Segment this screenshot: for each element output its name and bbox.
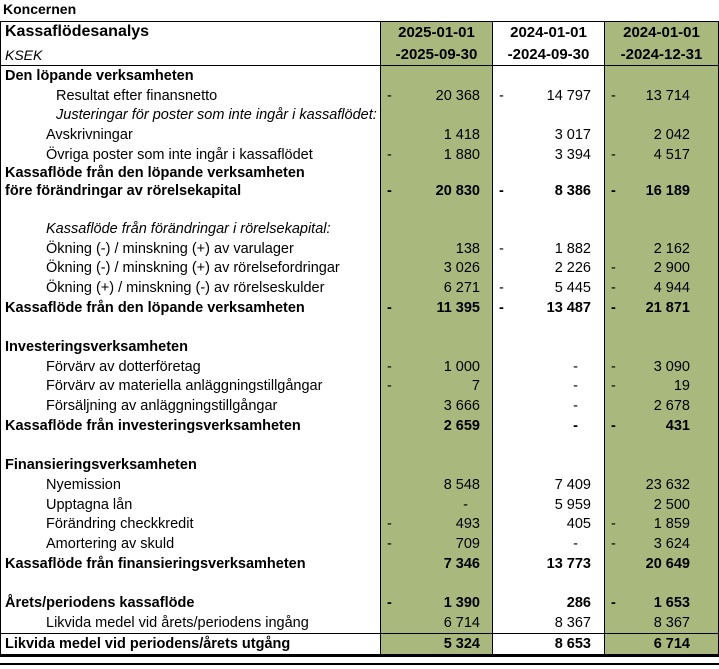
table-row (1, 534, 718, 554)
amount-cell (381, 634, 493, 655)
amount-value: 1 000 (443, 358, 480, 375)
amount-cell (605, 475, 718, 495)
amount-cell (605, 554, 718, 574)
amount-cell (381, 514, 493, 534)
amount-cell (381, 239, 493, 259)
minus-sign: - (499, 182, 504, 199)
amount-cell (605, 219, 718, 239)
amount-cell (493, 436, 605, 456)
row-label: Kassaflöde från den löpande verksamheten (1, 164, 381, 182)
minus-sign: - (611, 516, 616, 533)
amount-value: 4 517 (653, 146, 690, 163)
amount-cell (605, 574, 718, 594)
amount-cell (605, 145, 718, 165)
minus-sign: - (387, 87, 392, 104)
amount-cell (605, 416, 718, 436)
amount-value: 6 714 (653, 635, 690, 652)
amount-value: 13 714 (645, 87, 690, 104)
table-row (1, 514, 718, 534)
minus-sign: - (387, 299, 392, 316)
amount-value: 3 090 (653, 358, 690, 375)
minus-sign: - (499, 240, 504, 257)
amount-value: 3 624 (653, 535, 690, 552)
minus-sign: - (611, 417, 616, 434)
column-header-period-2025 (381, 22, 493, 65)
period-end-date: -2024-12-31 (620, 45, 703, 63)
amount-value: 8 367 (554, 614, 591, 631)
cash-flow-table (0, 21, 719, 657)
amount-cell (381, 125, 493, 145)
amount-value: 1 390 (443, 595, 480, 612)
amount-value: - (573, 535, 578, 552)
minus-sign: - (387, 595, 392, 612)
amount-cell (605, 199, 718, 219)
table-title: Kassaflödesanalys (5, 23, 150, 40)
amount-value: - (573, 398, 578, 415)
amount-cell (605, 377, 718, 397)
amount-value: 6 271 (443, 280, 480, 297)
row-label: Resultat efter finansnetto (1, 86, 381, 106)
minus-sign: - (611, 299, 616, 316)
amount-cell (381, 259, 493, 279)
amount-value: 16 189 (645, 182, 690, 199)
table-row (1, 495, 718, 515)
amount-cell (605, 593, 718, 613)
minus-sign: - (611, 595, 616, 612)
amount-cell (493, 199, 605, 219)
minus-sign: - (611, 378, 616, 395)
table-row (1, 259, 718, 279)
minus-sign: - (611, 358, 616, 375)
row-label: Ökning (-) / minskning (+) av rörelsefordringar (1, 259, 381, 279)
amount-cell (493, 125, 605, 145)
table-row (1, 145, 718, 165)
amount-value: 138 (455, 240, 480, 257)
amount-cell (605, 66, 718, 86)
row-label: Likvida medel vid årets/periodens ingång (1, 613, 381, 633)
minus-sign: - (387, 516, 392, 533)
amount-value: 6 714 (443, 614, 480, 631)
amount-cell (605, 125, 718, 145)
row-label: Nyemission (1, 475, 381, 495)
amount-value: 4 944 (653, 280, 690, 297)
table-row (1, 377, 718, 397)
amount-cell (493, 554, 605, 574)
minus-sign: - (387, 146, 392, 163)
amount-cell (381, 105, 493, 125)
amount-value: 3 017 (554, 126, 591, 143)
amount-value: - (573, 358, 578, 375)
minus-sign: - (499, 87, 504, 104)
amount-cell (493, 259, 605, 279)
row-label: Kassaflöde från förändringar i rörelsekapital: (1, 219, 381, 239)
amount-value: 2 226 (554, 260, 591, 277)
amount-cell (493, 66, 605, 86)
amount-cell (381, 145, 493, 165)
table-row (1, 86, 718, 106)
amount-value: 13 487 (546, 299, 591, 316)
row-label: Förändring checkkredit (1, 514, 381, 534)
table-row (1, 298, 718, 318)
amount-cell (493, 318, 605, 338)
amount-cell (605, 318, 718, 338)
table-row (1, 66, 718, 86)
table-row (1, 554, 718, 574)
amount-cell (605, 239, 718, 259)
amount-value: 8 367 (653, 614, 690, 631)
amount-value: 8 386 (554, 182, 591, 199)
amount-cell (605, 337, 718, 357)
amount-cell (381, 337, 493, 357)
row-label: Försäljning av anläggningstillgångar (1, 396, 381, 416)
period-end-date: -2024-09-30 (507, 45, 590, 63)
table-row (1, 593, 718, 613)
amount-value: 2 659 (443, 417, 480, 434)
amount-value: 13 773 (546, 555, 591, 572)
amount-cell (605, 534, 718, 554)
minus-sign: - (611, 260, 616, 277)
minus-sign: - (499, 280, 504, 297)
minus-sign: - (387, 378, 392, 395)
table-row (1, 219, 718, 239)
table-row (1, 436, 718, 456)
amount-cell (381, 455, 493, 475)
amount-cell (493, 337, 605, 357)
amount-cell (381, 613, 493, 633)
amount-cell (605, 514, 718, 534)
row-label: Förvärv av materiella anläggningstillgångar (1, 377, 381, 397)
amount-cell (605, 357, 718, 377)
minus-sign: - (387, 182, 392, 199)
amount-cell (605, 495, 718, 515)
amount-value: 7 (471, 378, 480, 395)
row-label: Årets/periodens kassaflöde (1, 593, 381, 613)
amount-cell (493, 145, 605, 165)
table-row (1, 278, 718, 298)
amount-cell (605, 455, 718, 475)
amount-cell (605, 634, 718, 655)
amount-cell (493, 86, 605, 106)
amount-value: 7 409 (554, 476, 591, 493)
column-header-period-2024-full (605, 22, 718, 65)
column-header-period-2024-q3 (493, 22, 605, 65)
amount-cell (381, 164, 493, 182)
amount-cell (381, 357, 493, 377)
table-row (1, 182, 718, 200)
row-label: Finansieringsverksamheten (1, 455, 381, 475)
table-bottom-rule (0, 663, 719, 665)
period-start-date: 2025-01-01 (398, 24, 475, 42)
amount-value: 11 395 (436, 299, 480, 316)
amount-cell (605, 613, 718, 633)
table-row (1, 633, 718, 655)
amount-value: 7 346 (443, 555, 480, 572)
row-label: Förvärv av dotterföretag (1, 357, 381, 377)
amount-cell (605, 182, 718, 200)
amount-cell (493, 396, 605, 416)
amount-cell (381, 377, 493, 397)
amount-value: - (573, 417, 578, 434)
amount-cell (381, 396, 493, 416)
row-label: Kassaflöde från den löpande verksamheten (1, 298, 381, 318)
row-label: Kassaflöde från investeringsverksamheten (1, 416, 381, 436)
amount-cell (605, 164, 718, 182)
row-label: Likvida medel vid periodens/årets utgång (1, 634, 381, 655)
row-label: Den löpande verksamheten (1, 66, 381, 86)
amount-value: 20 649 (645, 555, 690, 572)
amount-value: 5 959 (554, 496, 591, 513)
amount-cell (605, 86, 718, 106)
amount-value: 20 368 (435, 87, 480, 104)
row-label: före förändringar av rörelsekapital (1, 182, 381, 200)
amount-value: 493 (455, 516, 480, 533)
amount-cell (381, 416, 493, 436)
amount-value: 2 900 (653, 260, 690, 277)
amount-cell (381, 554, 493, 574)
amount-cell (381, 534, 493, 554)
amount-value: 1 859 (653, 516, 690, 533)
amount-cell (605, 436, 718, 456)
amount-cell (605, 298, 718, 318)
amount-cell (381, 593, 493, 613)
amount-value: 5 324 (443, 635, 480, 652)
amount-cell (493, 219, 605, 239)
period-end-date: -2025-09-30 (395, 45, 478, 63)
amount-cell (381, 298, 493, 318)
amount-cell (493, 164, 605, 182)
table-row (1, 396, 718, 416)
row-label: Kassaflöde från finansieringsverksamheten (1, 554, 381, 574)
page-title: Koncernen (3, 1, 77, 17)
amount-value: 5 445 (554, 280, 591, 297)
amount-cell (493, 634, 605, 655)
amount-value: 286 (566, 595, 591, 612)
row-label: Ökning (-) / minskning (+) av varulager (1, 239, 381, 259)
amount-cell (493, 416, 605, 436)
table-row (1, 455, 718, 475)
table-row (1, 164, 718, 182)
minus-sign: - (611, 535, 616, 552)
amount-value: - (463, 496, 468, 513)
amount-value: 431 (665, 417, 690, 434)
row-label: Amortering av skuld (1, 534, 381, 554)
amount-cell (381, 278, 493, 298)
minus-sign: - (387, 535, 392, 552)
period-start-date: 2024-01-01 (510, 24, 587, 42)
table-header-label-cell (1, 22, 381, 65)
amount-value: 405 (566, 516, 591, 533)
table-row (1, 357, 718, 377)
row-label (1, 199, 381, 219)
amount-cell (381, 475, 493, 495)
amount-cell (493, 357, 605, 377)
amount-cell (381, 318, 493, 338)
amount-value: 3 026 (443, 260, 480, 277)
table-header-row (1, 22, 718, 66)
amount-cell (493, 455, 605, 475)
amount-value: 709 (455, 535, 480, 552)
row-label: Upptagna lån (1, 495, 381, 515)
amount-cell (493, 495, 605, 515)
minus-sign: - (611, 182, 616, 199)
amount-cell (493, 613, 605, 633)
amount-value: 1 880 (443, 146, 480, 163)
row-label: Justeringar för poster som inte ingår i kassaflödet: (1, 105, 381, 125)
amount-value: 19 (673, 378, 690, 395)
amount-value: 3 394 (554, 146, 591, 163)
table-row (1, 475, 718, 495)
amount-cell (493, 182, 605, 200)
amount-cell (381, 66, 493, 86)
amount-cell (381, 182, 493, 200)
amount-cell (381, 574, 493, 594)
amount-cell (381, 219, 493, 239)
table-body (1, 66, 718, 654)
amount-value: 8 548 (443, 476, 480, 493)
table-row (1, 239, 718, 259)
row-label (1, 436, 381, 456)
amount-value: 8 653 (554, 635, 591, 652)
amount-cell (605, 278, 718, 298)
row-label: Övriga poster som inte ingår i kassaflödet (1, 145, 381, 165)
amount-cell (381, 495, 493, 515)
minus-sign: - (499, 299, 504, 316)
amount-cell (493, 534, 605, 554)
table-row (1, 105, 718, 125)
minus-sign: - (611, 146, 616, 163)
table-row (1, 416, 718, 436)
table-row (1, 125, 718, 145)
amount-cell (493, 514, 605, 534)
amount-cell (493, 278, 605, 298)
amount-value: 1 418 (443, 126, 480, 143)
table-unit-label: KSEK (5, 47, 43, 63)
amount-cell (493, 105, 605, 125)
amount-cell (605, 259, 718, 279)
table-row (1, 199, 718, 219)
amount-value: 2 500 (653, 496, 690, 513)
amount-value: 23 632 (645, 476, 690, 493)
table-row (1, 574, 718, 594)
amount-cell (605, 396, 718, 416)
amount-value: - (573, 378, 578, 395)
amount-cell (493, 593, 605, 613)
amount-value: 2 042 (653, 126, 690, 143)
amount-cell (493, 377, 605, 397)
amount-cell (605, 105, 718, 125)
amount-value: 2 162 (653, 240, 690, 257)
amount-cell (493, 574, 605, 594)
amount-value: 1 653 (653, 595, 690, 612)
amount-value: 2 678 (653, 398, 690, 415)
row-label (1, 574, 381, 594)
amount-cell (381, 199, 493, 219)
row-label (1, 318, 381, 338)
row-label: Investeringsverksamheten (1, 337, 381, 357)
minus-sign: - (611, 87, 616, 104)
table-row (1, 337, 718, 357)
amount-value: 14 797 (546, 87, 591, 104)
amount-value: 1 882 (554, 240, 591, 257)
minus-sign: - (611, 280, 616, 297)
row-label: Ökning (+) / minskning (-) av rörelseskulder (1, 278, 381, 298)
amount-cell (493, 475, 605, 495)
amount-cell (493, 239, 605, 259)
table-row (1, 318, 718, 338)
amount-value: 21 871 (645, 299, 690, 316)
table-row (1, 613, 718, 633)
period-start-date: 2024-01-01 (623, 24, 700, 42)
minus-sign: - (387, 358, 392, 375)
amount-cell (381, 436, 493, 456)
amount-cell (381, 86, 493, 106)
amount-value: 20 830 (435, 182, 480, 199)
amount-value: 3 666 (443, 398, 480, 415)
amount-cell (493, 298, 605, 318)
row-label: Avskrivningar (1, 125, 381, 145)
